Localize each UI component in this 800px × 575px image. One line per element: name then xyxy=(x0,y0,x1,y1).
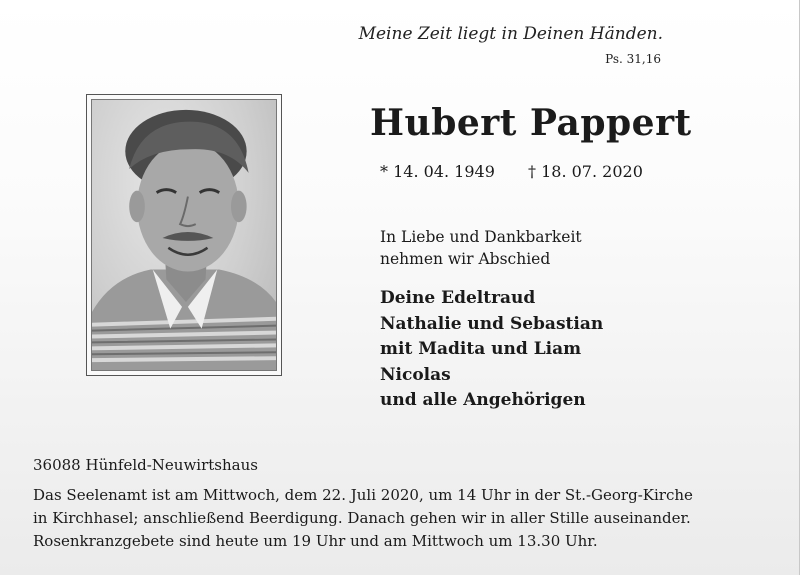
birth-date: * 14. 04. 1949 xyxy=(380,162,495,181)
address-line: 36088 Hünfeld-Neuwirtshaus xyxy=(33,456,258,474)
service-line: Rosenkranzgebete sind heute um 19 Uhr und am Mittwoch um 13.30 Uhr. xyxy=(33,532,598,550)
service-line: in Kirchhasel; anschließend Beerdigung. Danach gehen wir in aller Stille auseinander. xyxy=(33,509,691,527)
mourner-line: mit Madita und Liam xyxy=(380,339,582,359)
mourners-list xyxy=(380,286,603,414)
mourner-line: und alle Angehörigen xyxy=(380,390,586,410)
portrait-photo xyxy=(91,99,277,371)
portrait-figure xyxy=(92,100,276,370)
mourner-line: Nathalie und Sebastian xyxy=(380,313,604,334)
motto-reference: Ps. 31,16 xyxy=(605,52,661,66)
portrait-frame xyxy=(86,94,282,376)
service-line: Das Seelenamt ist am Mittwoch, dem 22. Juli 2020, um 14 Uhr in der St.-Georg-Kirche xyxy=(33,486,693,504)
motto-quote: Meine Zeit liegt in Deinen Händen. xyxy=(358,24,663,44)
farewell-line: In Liebe und Dankbarkeit xyxy=(380,228,582,246)
farewell-text xyxy=(380,226,582,270)
mourner-line: Nicolas xyxy=(380,364,451,385)
death-date: † 18. 07. 2020 xyxy=(528,162,643,181)
mourner-line: Deine Edeltraud xyxy=(380,288,536,308)
deceased-name: Hubert Pappert xyxy=(370,102,692,144)
farewell-line: nehmen wir Abschied xyxy=(380,250,551,268)
service-details xyxy=(33,484,693,553)
